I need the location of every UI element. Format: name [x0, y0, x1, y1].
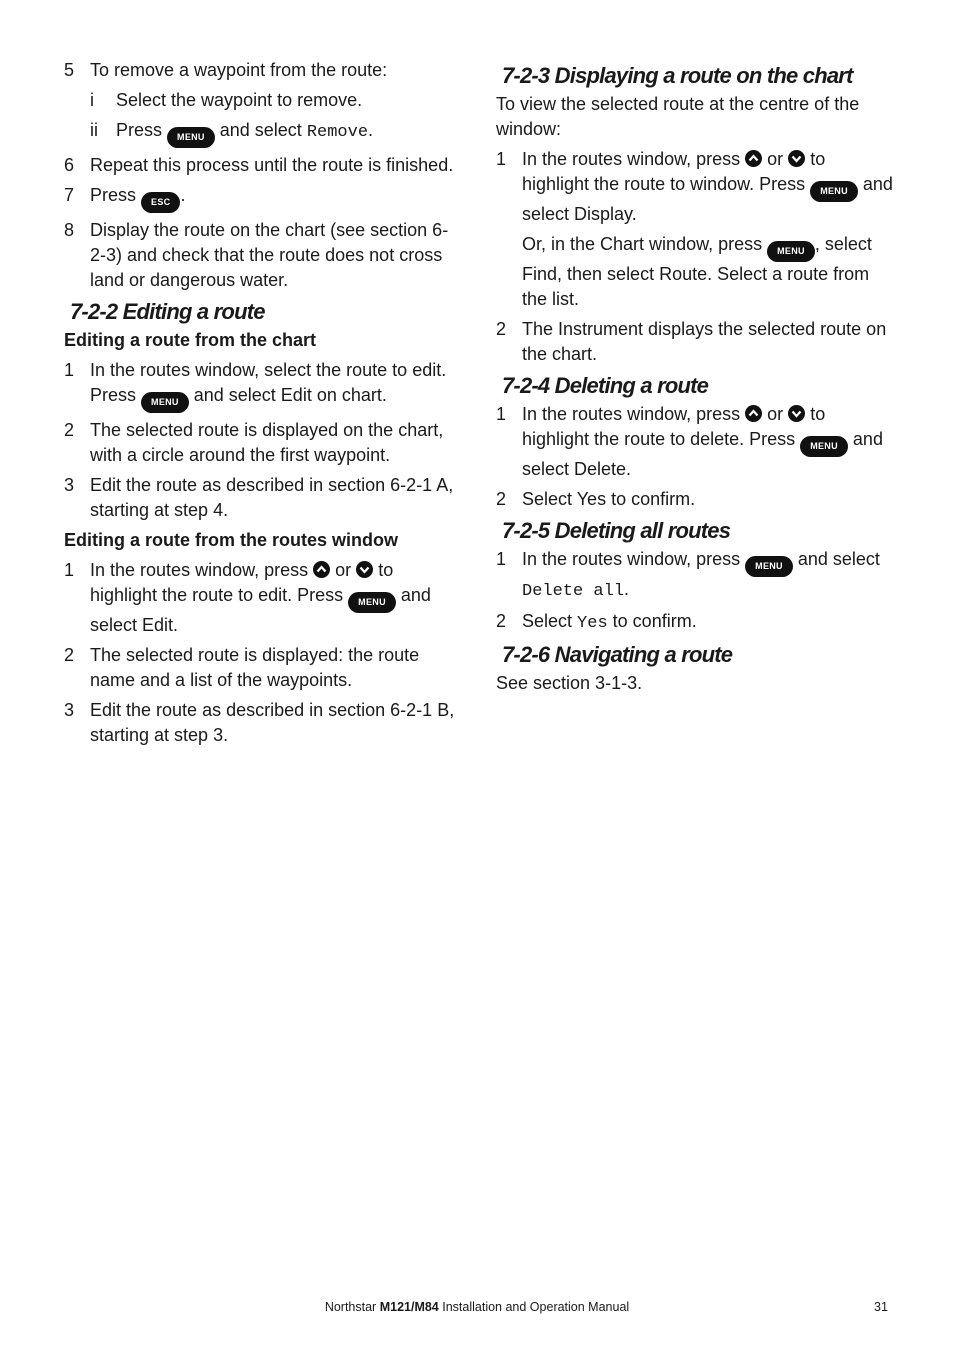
step-number: 7: [64, 185, 75, 205]
step-text: , select Find, then select Route. Select a route from the list.: [522, 234, 872, 309]
step-6: [64, 153, 464, 178]
or-text: or: [767, 149, 784, 169]
down-arrow-icon: [356, 561, 373, 578]
step-text: Press: [90, 185, 137, 205]
up-arrow-icon: [313, 561, 330, 578]
menu-button-icon: MENU: [767, 241, 815, 262]
punctuation: .: [624, 579, 630, 599]
step-text: Select: [522, 611, 573, 631]
code-text: Delete all: [522, 582, 625, 601]
down-arrow-icon: [788, 405, 805, 422]
menu-button-icon: MENU: [745, 556, 793, 577]
step-number: 5: [64, 60, 75, 80]
step-text: to highlight the route to window. Press: [522, 149, 826, 194]
step-text: In the routes window, select the route to edit. Press: [90, 360, 447, 405]
intro-text: To view the selected route at the centre of the window:: [496, 94, 860, 139]
section-title-7-2-6: 7-2-6 Navigating a route: [502, 642, 733, 667]
step-number: 2: [496, 611, 507, 631]
punctuation: .: [368, 120, 374, 140]
step-number: 1: [496, 149, 507, 169]
window-step-1: [64, 558, 464, 638]
footer-title: [0, 1298, 954, 1316]
step-number: 2: [496, 319, 507, 339]
footer-manual: Installation and Operation Manual: [442, 1300, 630, 1314]
page-number: 31: [874, 1300, 888, 1314]
substep-number: i: [90, 90, 94, 110]
step-text: and select Edit.: [90, 585, 431, 635]
step-text: Edit the route as described in section 6-2-1 A, starting at step 4.: [90, 475, 454, 520]
step-text: and select Edit on chart.: [193, 385, 387, 405]
code-text: Remove: [306, 123, 369, 142]
step-8: [64, 218, 464, 293]
step-text: The selected route is displayed on the chart, with a circle around the first waypoint.: [90, 420, 444, 465]
step-number: 2: [64, 420, 75, 440]
step-text: to confirm.: [612, 611, 697, 631]
substep-text: and select: [219, 120, 302, 140]
menu-button-icon: MENU: [800, 436, 848, 457]
step-text: to highlight the route to edit. Press: [90, 560, 394, 605]
step-text: Display the route on the chart (see section 6-2-3) and check that the route does not cross land or dangerous water.: [90, 220, 449, 290]
up-arrow-icon: [745, 405, 762, 422]
step-number: 8: [64, 220, 75, 240]
footer-brand: Northstar: [324, 1300, 377, 1314]
display-step-1: [496, 147, 896, 312]
code-text: Yes: [577, 614, 608, 633]
step-number: 1: [64, 560, 75, 580]
step-text: The Instrument displays the selected route on the chart.: [522, 319, 887, 364]
step-7: [64, 183, 464, 213]
or-text: or: [767, 404, 784, 424]
step-text: In the routes window, press: [522, 149, 741, 169]
menu-button-icon: MENU: [167, 127, 215, 148]
menu-button-icon: MENU: [810, 181, 858, 202]
step-text: To remove a waypoint from the route:: [90, 60, 388, 80]
step-text: Select Yes to confirm.: [522, 489, 696, 509]
chart-step-1: [64, 358, 464, 413]
step-text: Repeat this process until the route is finished.: [90, 155, 454, 175]
step-text: In the routes window, press: [522, 549, 741, 569]
delete-all-step-1: [496, 547, 896, 604]
substep-text: Select the waypoint to remove.: [116, 90, 363, 110]
step-text: Edit the route as described in section 6-2-1 B, starting at step 3.: [90, 700, 455, 745]
delete-step-1: [496, 402, 896, 482]
subheading-chart: Editing a route from the chart: [64, 330, 317, 350]
step-number: 3: [64, 475, 75, 495]
step-text: In the routes window, press: [522, 404, 741, 424]
delete-all-step-2: [496, 609, 896, 636]
section-title-7-2-3: 7-2-3 Displaying a route on the chart: [502, 63, 853, 88]
substep-ii: [90, 118, 464, 148]
substep-i: [90, 88, 464, 113]
down-arrow-icon: [788, 150, 805, 167]
menu-button-icon: MENU: [141, 392, 189, 413]
display-step-2: [496, 317, 896, 367]
delete-step-2: [496, 487, 896, 512]
window-step-3: [64, 698, 464, 748]
substep-number: ii: [90, 120, 98, 140]
step-5: [64, 58, 464, 83]
step-text: and select Delete.: [522, 429, 883, 479]
step-text: and select Display.: [522, 174, 893, 224]
up-arrow-icon: [745, 150, 762, 167]
step-number: 1: [496, 549, 507, 569]
step-number: 1: [496, 404, 507, 424]
section-title-7-2-5: 7-2-5 Deleting all routes: [502, 518, 731, 543]
step-text: to highlight the route to delete. Press: [522, 404, 826, 449]
navigate-text: See section 3-1-3.: [496, 673, 643, 693]
chart-step-3: [64, 473, 464, 523]
subheading-routes-window: Editing a route from the routes window: [64, 530, 399, 550]
footer-model: M121/M84: [379, 1300, 439, 1314]
step-number: 6: [64, 155, 75, 175]
step-text: and select: [797, 549, 880, 569]
step-number: 3: [64, 700, 75, 720]
section-title-7-2-4: 7-2-4 Deleting a route: [502, 373, 709, 398]
step-number: 2: [64, 645, 75, 665]
chart-step-2: [64, 418, 464, 468]
or-text: or: [335, 560, 352, 580]
step-text: The selected route is displayed: the route name and a list of the waypoints.: [90, 645, 420, 690]
section-title-7-2-2: 7-2-2 Editing a route: [70, 299, 265, 324]
step-text: Or, in the Chart window, press: [522, 234, 763, 254]
right-column: [496, 58, 896, 701]
punctuation: .: [180, 185, 186, 205]
step-text: In the routes window, press: [90, 560, 309, 580]
menu-button-icon: MENU: [348, 592, 396, 613]
substep-text: Press: [116, 120, 163, 140]
step-number: 1: [64, 360, 75, 380]
window-step-2: [64, 643, 464, 693]
esc-button-icon: ESC: [141, 192, 180, 213]
left-column: [64, 58, 464, 753]
step-number: 2: [496, 489, 507, 509]
